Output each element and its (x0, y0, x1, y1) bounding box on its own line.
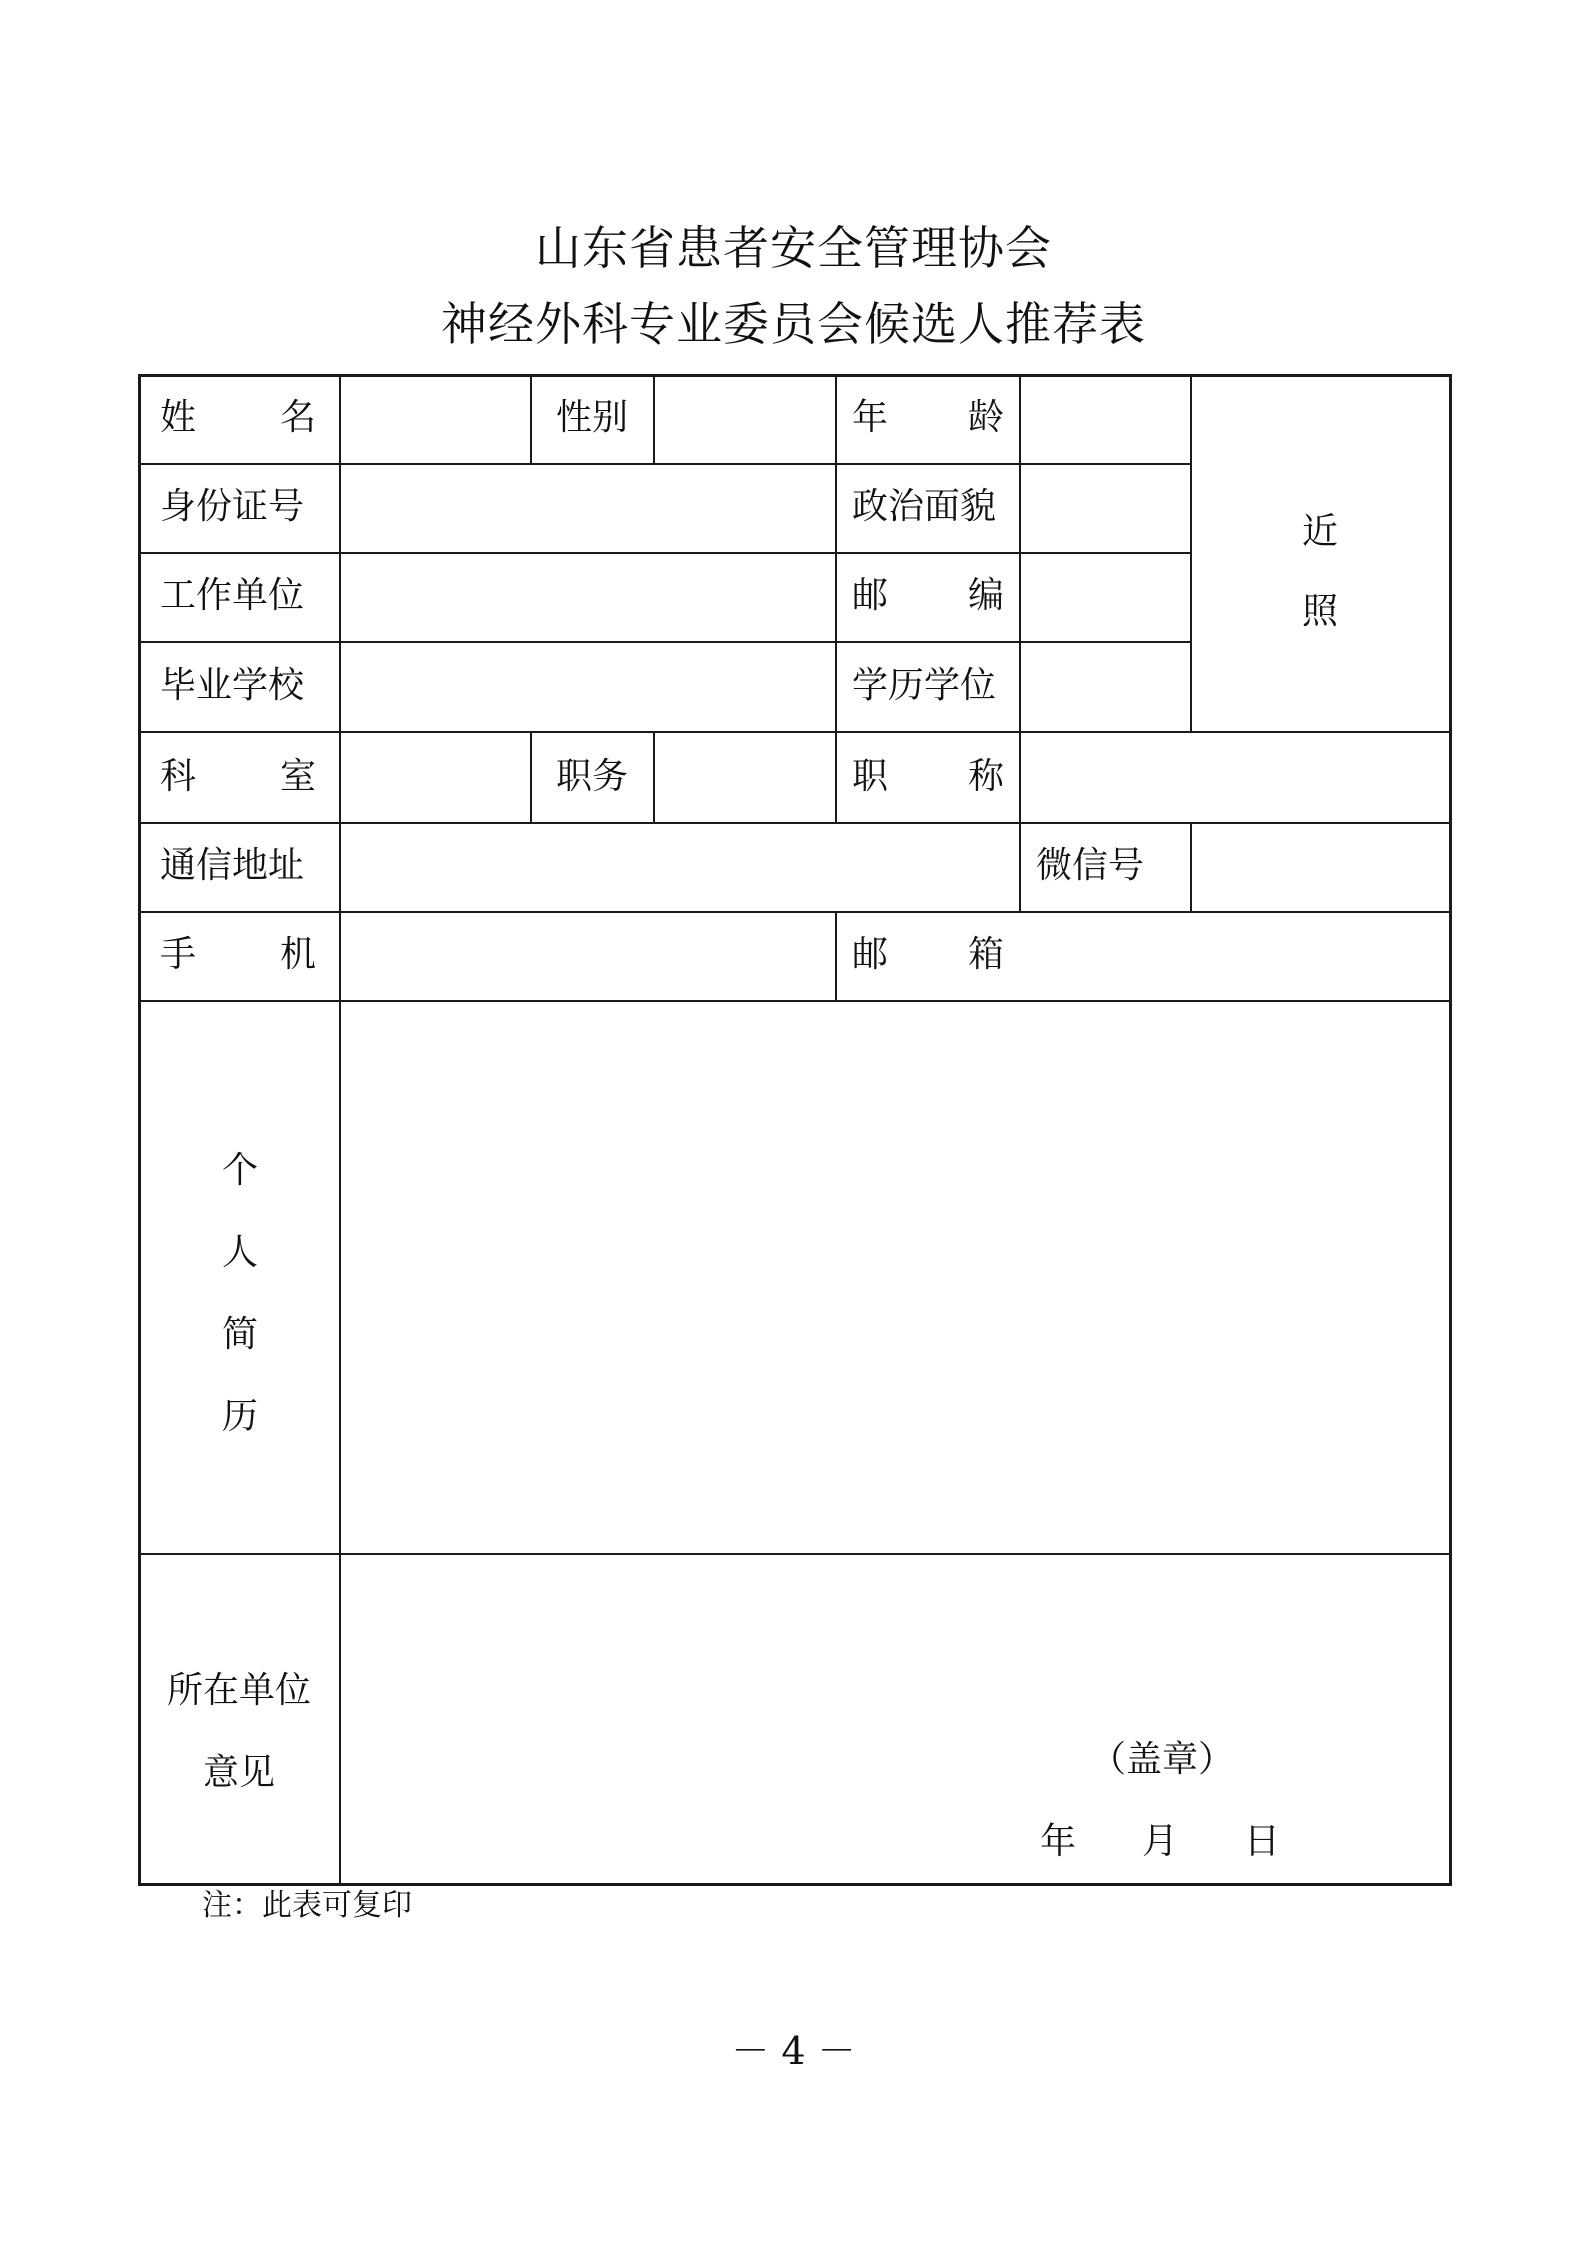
address-label: 通信地址 (160, 845, 305, 886)
resume-input[interactable] (342, 1003, 1449, 1551)
address-input[interactable] (342, 825, 1017, 909)
id-number-label: 身份证号 (160, 486, 305, 527)
position-input[interactable] (656, 734, 833, 820)
mobile-input[interactable] (342, 914, 833, 998)
mobile-label: 手 机 (160, 934, 316, 975)
postcode-input[interactable] (1022, 555, 1188, 639)
col-line (835, 374, 837, 822)
seal-text: （盖章） (1090, 1739, 1235, 1780)
age-input[interactable] (1022, 377, 1188, 461)
email-label: 邮 箱 (852, 934, 1004, 975)
col-line (835, 911, 837, 1000)
unit-opinion-input[interactable] (342, 1556, 1449, 1883)
row-line (138, 641, 1190, 643)
postcode-label: 邮 编 (852, 575, 1004, 616)
col-line (653, 374, 655, 464)
political-status-input[interactable] (1022, 466, 1188, 550)
col-line (653, 731, 655, 822)
page-number: － 4 － (731, 2029, 856, 2073)
gender-input[interactable] (656, 377, 833, 461)
row-line (138, 463, 1190, 465)
id-number-input[interactable] (342, 466, 833, 550)
row-line (138, 1000, 1452, 1002)
email-input[interactable] (1022, 914, 1449, 998)
row-line (138, 731, 1452, 733)
row-line (138, 911, 1452, 913)
school-label: 毕业学校 (160, 665, 305, 706)
col-line (1190, 374, 1192, 731)
wechat-input[interactable] (1193, 825, 1449, 909)
row-line (138, 552, 1190, 554)
workplace-input[interactable] (342, 555, 833, 639)
unit-opinion-label: 所在单位 意见 (166, 1670, 311, 1793)
position-label: 职务 (555, 756, 628, 797)
political-status-label: 政治面貌 (852, 486, 997, 527)
row-line (138, 822, 1452, 824)
col-line (339, 374, 341, 1886)
age-label: 年 龄 (852, 397, 1004, 438)
name-input[interactable] (342, 377, 528, 461)
name-label: 姓 名 (160, 397, 316, 438)
workplace-label: 工作单位 (160, 575, 305, 616)
photo-area[interactable] (1193, 377, 1449, 729)
professional-title-input[interactable] (1022, 734, 1449, 820)
professional-title-label: 职 称 (852, 756, 1004, 797)
degree-input[interactable] (1022, 644, 1188, 729)
form-title-line1: 山东省患者安全管理协会 (535, 221, 1052, 275)
col-line (1190, 822, 1192, 911)
school-input[interactable] (342, 644, 833, 729)
col-line (1019, 374, 1021, 911)
resume-label: 个 人 简 历 (221, 1150, 258, 1437)
department-label: 科 室 (160, 756, 316, 797)
footnote: 注：此表可复印 (202, 1888, 412, 1923)
wechat-label: 微信号 (1036, 845, 1145, 886)
photo-label: 近 照 (1301, 511, 1338, 632)
row-line (138, 1553, 1452, 1555)
degree-label: 学历学位 (852, 665, 997, 706)
gender-label: 性别 (555, 397, 628, 438)
form-title-line2: 神经外科专业委员会候选人推荐表 (441, 297, 1146, 351)
department-input[interactable] (342, 734, 528, 820)
date-line: 年 月 日 (1040, 1821, 1280, 1862)
